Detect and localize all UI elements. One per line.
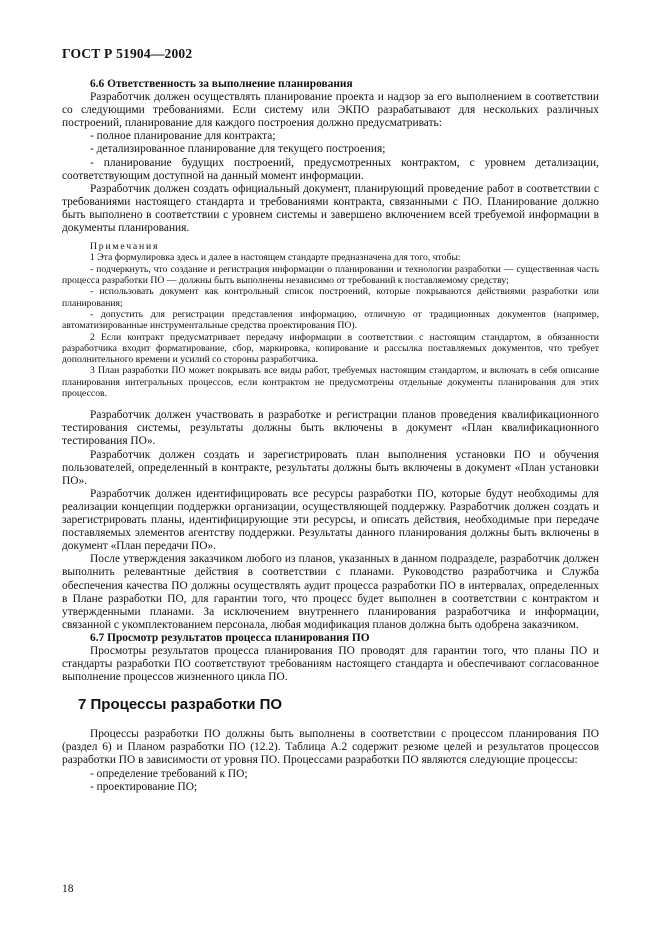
section-6-7-heading: 6.7 Просмотр результатов процесса планирования ПО <box>90 631 370 644</box>
page-number: 18 <box>62 883 74 895</box>
paragraph: Разработчик должен создать официальный документ, планирующий проведение работ в соответствии с требованиями настоящего стандарта и требованиями контракта, связанными с ПО. Планирование должно быть выполнено в соответствии с уровнем системы и завершено включением всей требуемой информации в документы планирования. <box>62 182 599 235</box>
notes-title: Примечания <box>90 241 160 253</box>
note-3: 3 План разработки ПО может покрывать все виды работ, требуемых настоящим стандартом, и включать в себя описание планирования интегральных процессов, если контрактом не предусмотрены отдельные документы планирования для этих процессов. <box>62 365 599 399</box>
list-item: - планирование будущих построений, предусмотренных контрактом, с уровнем детализации, соответствующим доступной на данный момент информации. <box>62 156 599 182</box>
document-body <box>62 78 599 794</box>
note-2: 2 Если контракт предусматривает передачу информации в соответствии с настоящим стандартом, в обязанности разработчика входит форматирование, сбор, маркировка, копирование и рассылка поставляемых документов, что требует дополнительного времени и усилий со стороны разработчика. <box>62 331 599 366</box>
note-list-item: - подчеркнуть, что создание и регистрация информации о планировании и технологии разработки — существенная часть процесса разработки ПО — должны быть выполнены независимо от требований к поставляемому средству; <box>62 263 599 287</box>
paragraph: Процессы разработки ПО должны быть выполнены в соответствии с процессом планирования ПО (раздел 6) и Планом разработки ПО (12.2). Таблица А.2 содержит резюме целей и результатов процессов разработки ПО в зависимости от уровня ПО. Процессами разработки ПО являются следующие процессы: <box>62 728 599 767</box>
paragraph: После утверждения заказчиком любого из планов, указанных в данном подразделе, разработчик должен выполнить релевантные действия в соответствии с планами. Руководство разработчика и Служба обеспечения качества ПО должны осуществлять аудит процесса разработки ПО в интервалах, определенных в Плане разработки ПО, для гарантии того, что процесс будет выполнен в соответствии с контрактом и утвержденными планами. За исключением внутреннего планирования разработчика и информации, связанной с укомплектованием персонала, любая модификация планов должна быть одобрена заказчиком. <box>62 553 599 631</box>
note-list-item: - использовать документ как контрольный список построений, которые покрываются действиями разработки или планирования; <box>62 286 599 309</box>
note-1: 1 Эта формулировка здесь и далее в настоящем стандарте предназначена для того, чтобы: <box>90 252 461 264</box>
note-list-item: - допустить для регистрации представления информацию, отличную от традиционных документов (например, автоматизированные инструментальные средства проектирования ПО). <box>62 308 599 332</box>
document-header: ГОСТ Р 51904—2002 <box>62 46 193 61</box>
list-item: - проектирование ПО; <box>90 780 198 793</box>
notes-block <box>62 241 599 399</box>
paragraph: Разработчик должен создать и зарегистрировать план выполнения установки ПО и обучения пользователей, определенный в контракте, результаты должны быть включены в документ «План установки ПО». <box>62 448 599 487</box>
paragraph: Разработчик должен идентифицировать все ресурсы разработки ПО, которые будут необходимы для реализации концепции поддержки организации, осуществляющей поддержку. Разработчик должен создать и зарегистрировать планы, идентифицирующие эти ресурсы, и описать действия, необходимые при передаче поставляемых элементов агентству поддержки. Результаты данного планирования должны быть включены в документ «План передачи ПО». <box>62 487 599 553</box>
paragraph: Просмотры результатов процесса планирования ПО проводят для гарантии того, что планы ПО и стандарты разработки ПО соответствуют требованиям настоящего стандарта и обеспечивают согласованное выполнение процессов жизненного цикла ПО. <box>62 644 599 684</box>
paragraph: Разработчик должен участвовать в разработке и регистрации планов проведения квалификационного тестирования системы, результаты должны быть включены в документ «План квалификационного тестирования ПО». <box>62 409 599 448</box>
list-item: - детализированное планирование для текущего построения; <box>90 143 386 156</box>
paragraph: Разработчик должен осуществлять планирование проекта и надзор за его выполнением в соответствии со следующими требованиями. Если систему или ЭКПО разрабатывают для нескольких различных построений, планирование для каждого построения должно предусматривать: <box>62 91 599 130</box>
section-6-6-heading: 6.6 Ответственность за выполнение планирования <box>90 78 353 90</box>
section-7-heading: 7 Процессы разработки ПО <box>78 696 283 714</box>
list-item: - определение требований к ПО; <box>90 767 248 780</box>
list-item: - полное планирование для контракта; <box>90 130 276 143</box>
